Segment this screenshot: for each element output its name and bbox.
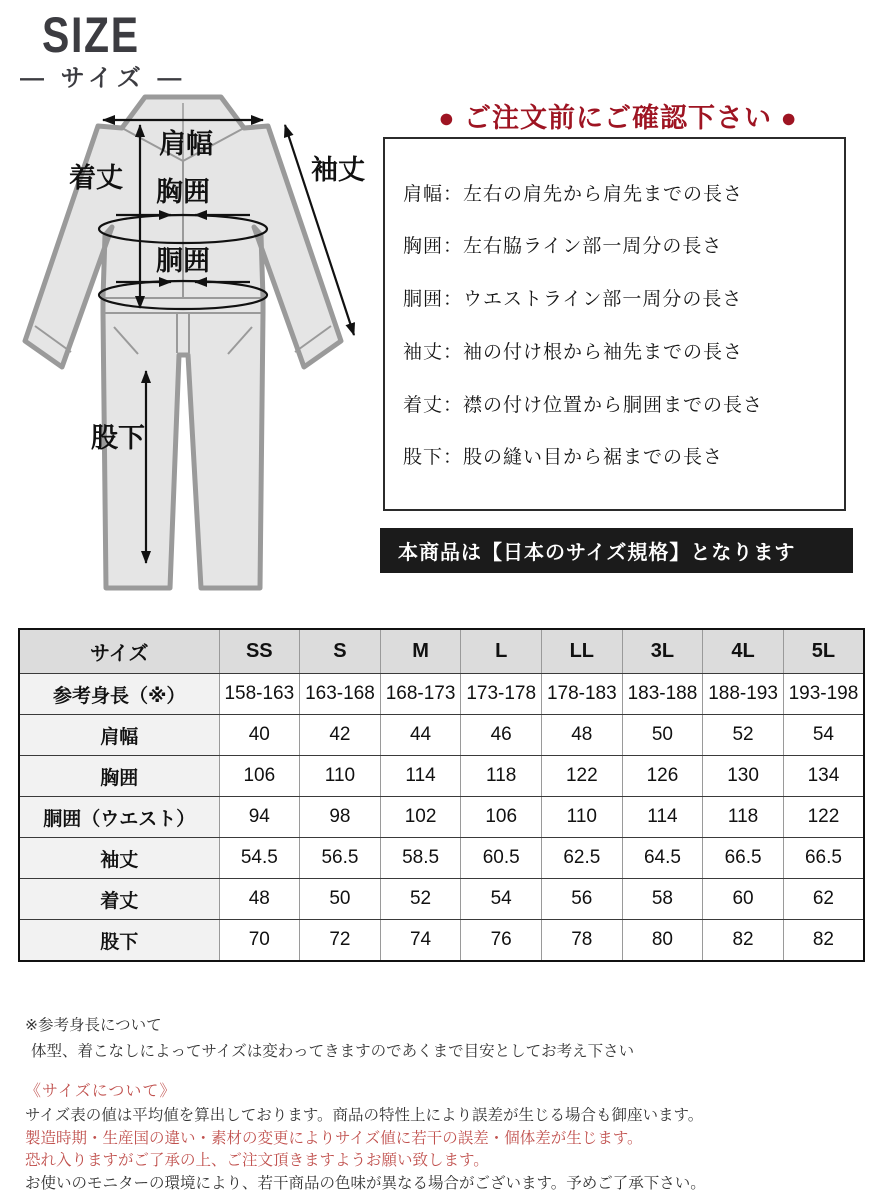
size-value-cell: 114 <box>622 797 703 838</box>
row-label: 袖丈 <box>19 838 219 879</box>
size-value-cell: 46 <box>461 715 542 756</box>
size-value-cell: 163-168 <box>300 674 381 715</box>
body-length-label: 着丈 <box>69 163 123 193</box>
confirm-panel-title: ● ご注文前にご確認下さい ● <box>438 103 798 133</box>
size-value-cell: 122 <box>783 797 864 838</box>
sleeve-length-label: 袖丈 <box>311 155 365 185</box>
size-value-cell: 118 <box>461 756 542 797</box>
row-label: 参考身長（※） <box>19 674 219 715</box>
definitions-box <box>383 137 846 511</box>
table-row <box>19 838 864 879</box>
row-label: 胸囲 <box>19 756 219 797</box>
about-size-heading: 《サイズについて》 <box>25 1083 177 1100</box>
reference-height-note-body: 体型、着こなしによってサイズは変わってきますのであくまで目安としてお考え下さい <box>31 1043 635 1060</box>
size-value-cell: 94 <box>219 797 300 838</box>
measurement-definition: 着丈：襟の付け位置から胴囲までの長さ <box>403 394 764 416</box>
chest-label: 胸囲 <box>156 177 210 207</box>
measurement-definition: 胴囲：ウエストライン部一周分の長さ <box>403 289 743 311</box>
table-row <box>19 715 864 756</box>
row-label: 股下 <box>19 920 219 962</box>
measurement-definition: 袖丈：袖の付け根から袖先までの長さ <box>403 341 744 363</box>
waist-label: 胴囲 <box>156 246 210 276</box>
size-note-lines <box>25 1105 865 1195</box>
size-value-cell: 42 <box>300 715 381 756</box>
size-value-cell: 134 <box>783 756 864 797</box>
size-value-cell: 82 <box>783 920 864 962</box>
size-value-cell: 58.5 <box>380 838 461 879</box>
table-row <box>19 756 864 797</box>
reference-height-note-title: ※参考身長について <box>25 1017 162 1034</box>
size-value-cell: 178-183 <box>542 674 623 715</box>
column-header-size: L <box>461 629 542 674</box>
column-header-label: サイズ <box>19 629 219 674</box>
note-line: 製造時期・生産国の違い・素材の変更によりサイズ値に若干の誤差・個体差が生じます。 <box>25 1129 643 1147</box>
column-header-size: 4L <box>703 629 784 674</box>
size-value-cell: 52 <box>703 715 784 756</box>
size-value-cell: 106 <box>219 756 300 797</box>
size-value-cell: 58 <box>622 879 703 920</box>
note-line: 恐れ入りますがご了承の上、ご注文頂きますようお願い致します。 <box>25 1152 489 1169</box>
size-value-cell: 62.5 <box>542 838 623 879</box>
size-value-cell: 188-193 <box>703 674 784 715</box>
column-header-size: 5L <box>783 629 864 674</box>
measurement-definition: 胸囲：左右脇ライン部一周分の長さ <box>403 236 723 258</box>
column-header-size: LL <box>542 629 623 674</box>
size-value-cell: 74 <box>380 920 461 962</box>
size-value-cell: 168-173 <box>380 674 461 715</box>
shoulder-width-label: 肩幅 <box>159 129 213 159</box>
size-table <box>18 628 865 962</box>
size-value-cell: 44 <box>380 715 461 756</box>
size-value-cell: 183-188 <box>622 674 703 715</box>
size-value-cell: 130 <box>703 756 784 797</box>
size-value-cell: 106 <box>461 797 542 838</box>
table-row <box>19 674 864 715</box>
size-value-cell: 158-163 <box>219 674 300 715</box>
size-table-header-row <box>19 629 864 674</box>
size-value-cell: 54.5 <box>219 838 300 879</box>
column-header-size: S <box>300 629 381 674</box>
size-value-cell: 64.5 <box>622 838 703 879</box>
row-label: 着丈 <box>19 879 219 920</box>
table-row <box>19 879 864 920</box>
size-value-cell: 50 <box>622 715 703 756</box>
size-value-cell: 66.5 <box>703 838 784 879</box>
table-row <box>19 797 864 838</box>
size-value-cell: 114 <box>380 756 461 797</box>
note-line: サイズ表の値は平均値を算出しております。商品の特性上により誤差が生じる場合も御座います。 <box>25 1107 704 1124</box>
size-value-cell: 54 <box>783 715 864 756</box>
size-value-cell: 60 <box>703 879 784 920</box>
size-value-cell: 54 <box>461 879 542 920</box>
size-value-cell: 126 <box>622 756 703 797</box>
column-header-size: 3L <box>622 629 703 674</box>
inseam-label: 股下 <box>91 423 145 453</box>
size-value-cell: 40 <box>219 715 300 756</box>
size-value-cell: 48 <box>542 715 623 756</box>
size-value-cell: 70 <box>219 920 300 962</box>
size-value-cell: 193-198 <box>783 674 864 715</box>
size-value-cell: 56.5 <box>300 838 381 879</box>
measurement-definition: 股下：股の縫い目から裾までの長さ <box>403 447 724 469</box>
garment-diagram <box>18 83 380 605</box>
size-value-cell: 62 <box>783 879 864 920</box>
column-header-size: M <box>380 629 461 674</box>
size-value-cell: 66.5 <box>783 838 864 879</box>
table-row <box>19 920 864 962</box>
size-value-cell: 102 <box>380 797 461 838</box>
size-value-cell: 80 <box>622 920 703 962</box>
size-table-body <box>19 674 864 962</box>
measurement-definition: 肩幅：左右の肩先から肩先までの長さ <box>403 183 744 205</box>
size-value-cell: 48 <box>219 879 300 920</box>
size-value-cell: 60.5 <box>461 838 542 879</box>
note-line: お使いのモニターの環境により、若干商品の色味が異なる場合がございます。予めご了承下さい。 <box>25 1174 706 1192</box>
japan-size-banner: 本商品は【日本のサイズ規格】となります <box>380 528 853 573</box>
size-value-cell: 50 <box>300 879 381 920</box>
row-label: 肩幅 <box>19 715 219 756</box>
row-label: 胴囲（ウエスト） <box>19 797 219 838</box>
notes-section <box>25 1013 865 1195</box>
size-value-cell: 72 <box>300 920 381 962</box>
size-value-cell: 110 <box>300 756 381 797</box>
size-value-cell: 76 <box>461 920 542 962</box>
size-logo-japanese: ― サイズ ― <box>20 65 187 92</box>
size-value-cell: 56 <box>542 879 623 920</box>
size-logo: SIZE <box>42 7 140 63</box>
size-value-cell: 118 <box>703 797 784 838</box>
size-value-cell: 110 <box>542 797 623 838</box>
size-value-cell: 78 <box>542 920 623 962</box>
size-value-cell: 173-178 <box>461 674 542 715</box>
size-value-cell: 122 <box>542 756 623 797</box>
size-value-cell: 98 <box>300 797 381 838</box>
size-value-cell: 52 <box>380 879 461 920</box>
size-value-cell: 82 <box>703 920 784 962</box>
column-header-size: SS <box>219 629 300 674</box>
